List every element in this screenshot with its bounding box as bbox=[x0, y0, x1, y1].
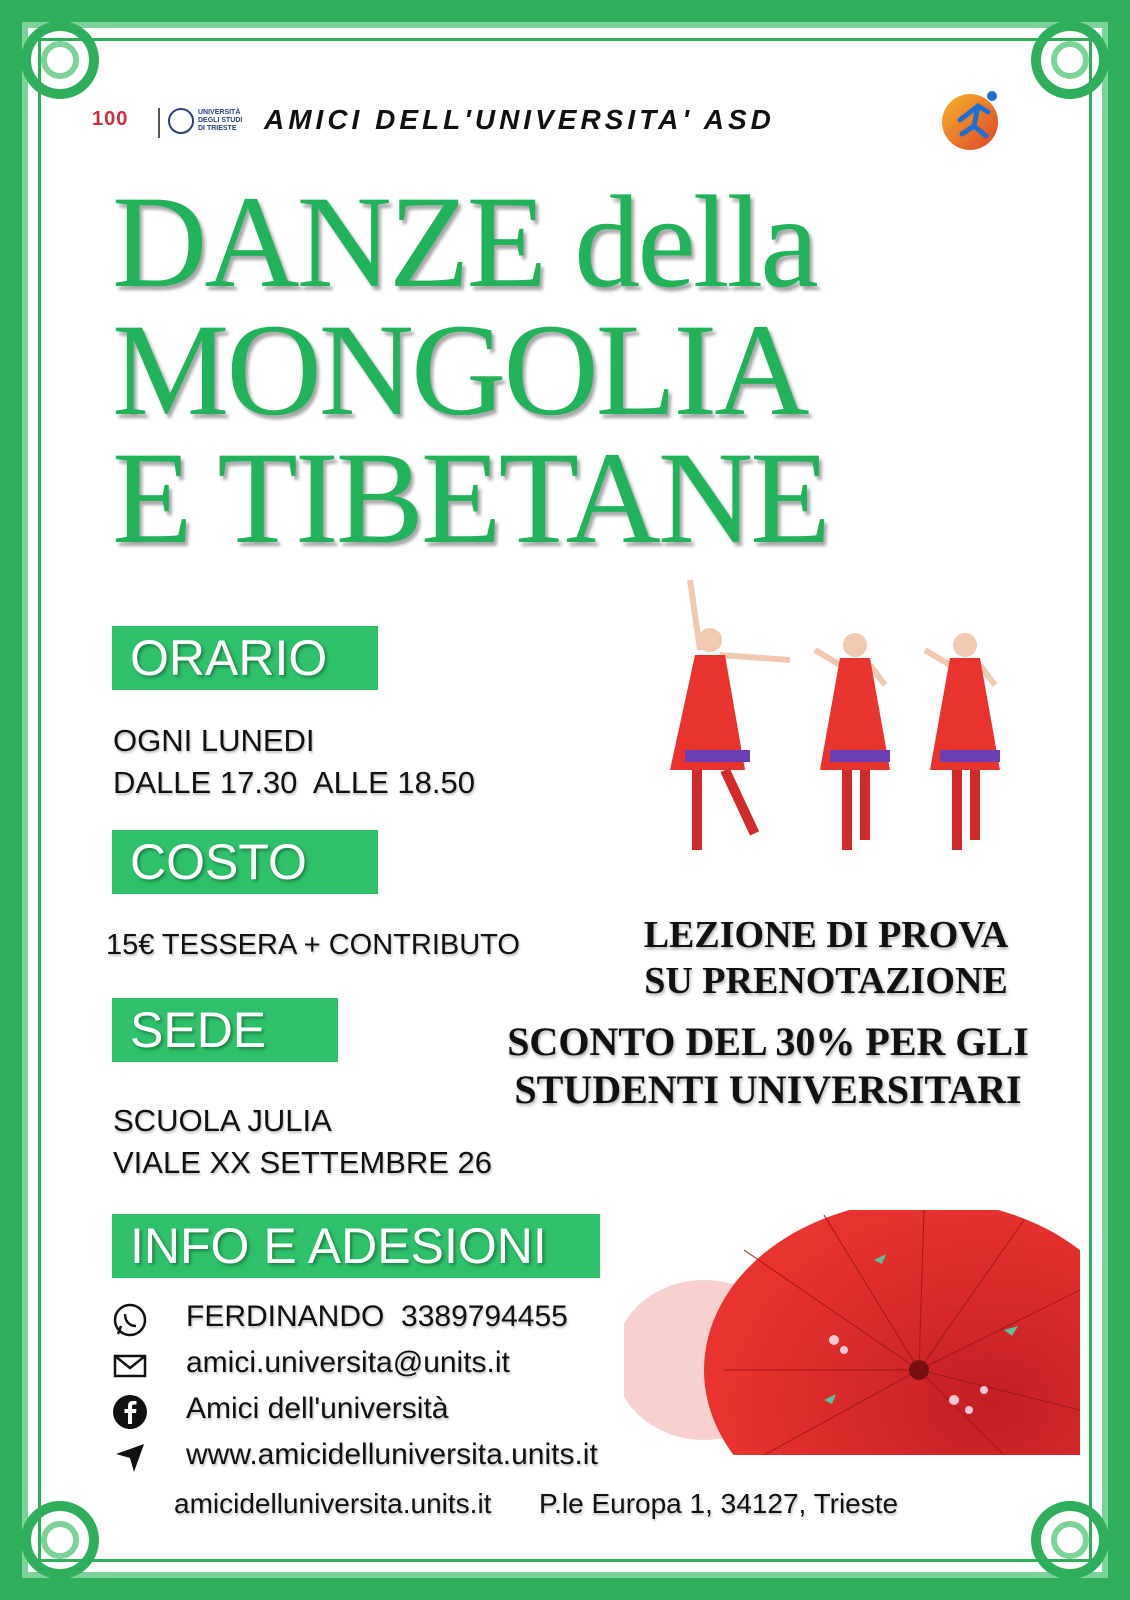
centenary-logo bbox=[92, 108, 152, 138]
sede-label: SEDE bbox=[112, 998, 338, 1062]
university-logo-text: UNIVERSITÀ DEGLI STUDI DI TRIESTE bbox=[198, 109, 243, 132]
dancer-figure bbox=[815, 633, 890, 850]
orario-text bbox=[113, 720, 475, 804]
contact-facebook[interactable] bbox=[112, 1392, 672, 1432]
event-title bbox=[112, 168, 1012, 571]
footer-website[interactable]: amicidelluniversita.units.it bbox=[174, 1488, 492, 1519]
sede-school: SCUOLA JULIA bbox=[113, 1103, 332, 1138]
parasol-image bbox=[624, 1210, 1080, 1455]
discount-text bbox=[468, 1018, 1068, 1114]
trial-line-1: LEZIONE DI PROVA bbox=[643, 914, 1009, 956]
mail-icon bbox=[112, 1348, 148, 1384]
sede-address: VIALE XX SETTEMBRE 26 bbox=[113, 1145, 493, 1180]
costo-text: 15€ TESSERA + CONTRIBUTO bbox=[106, 929, 520, 961]
dancer-figure bbox=[670, 580, 790, 850]
centenary-number: 100 bbox=[92, 108, 129, 130]
corner-ornament-icon bbox=[1010, 1480, 1130, 1600]
contact-whatsapp[interactable] bbox=[112, 1300, 672, 1340]
trial-lesson-text bbox=[606, 912, 1046, 1004]
contact-facebook-text: Amici dell'università bbox=[186, 1392, 449, 1425]
footer bbox=[174, 1488, 898, 1520]
association-name: AMICI DELL'UNIVERSITA' ASD bbox=[264, 104, 775, 135]
runner-logo-icon bbox=[940, 86, 1006, 152]
whatsapp-icon bbox=[112, 1302, 148, 1338]
corner-ornament-icon bbox=[0, 1480, 120, 1600]
university-seal-icon bbox=[168, 108, 194, 134]
footer-address: P.le Europa 1, 34127, Trieste bbox=[539, 1488, 899, 1519]
contact-email[interactable] bbox=[112, 1346, 672, 1386]
corner-ornament-icon bbox=[1010, 0, 1130, 120]
discount-line-1: SCONTO DEL 30% PER GLI bbox=[507, 1019, 1029, 1064]
orario-time: DALLE 17.30 ALLE 18.50 bbox=[113, 765, 475, 800]
logo-divider bbox=[158, 108, 160, 138]
info-label: INFO E ADESIONI bbox=[112, 1214, 600, 1278]
header bbox=[92, 100, 1022, 150]
trial-line-2: SU PRENOTAZIONE bbox=[644, 960, 1008, 1002]
orario-day: OGNI LUNEDI bbox=[113, 723, 315, 758]
title-line-2: MONGOLIA bbox=[112, 296, 807, 443]
title-line-1: DANZE della bbox=[112, 168, 816, 315]
sede-text bbox=[113, 1100, 492, 1184]
contact-email-text: amici.universita@units.it bbox=[186, 1346, 510, 1379]
facebook-icon bbox=[112, 1394, 148, 1430]
location-arrow-icon bbox=[112, 1440, 148, 1476]
costo-label: COSTO bbox=[112, 830, 378, 894]
contact-phone-text: FERDINANDO 3389794455 bbox=[186, 1300, 568, 1333]
contact-website-text: www.amicidelluniversita.units.it bbox=[186, 1438, 598, 1471]
discount-line-2: STUDENTI UNIVERSITARI bbox=[514, 1067, 1022, 1112]
dancer-figure bbox=[925, 633, 1000, 850]
contact-website[interactable] bbox=[112, 1438, 672, 1478]
dancers-image bbox=[650, 570, 1030, 880]
title-line-3: E TIBETANE bbox=[112, 424, 828, 571]
orario-label: ORARIO bbox=[112, 626, 378, 690]
